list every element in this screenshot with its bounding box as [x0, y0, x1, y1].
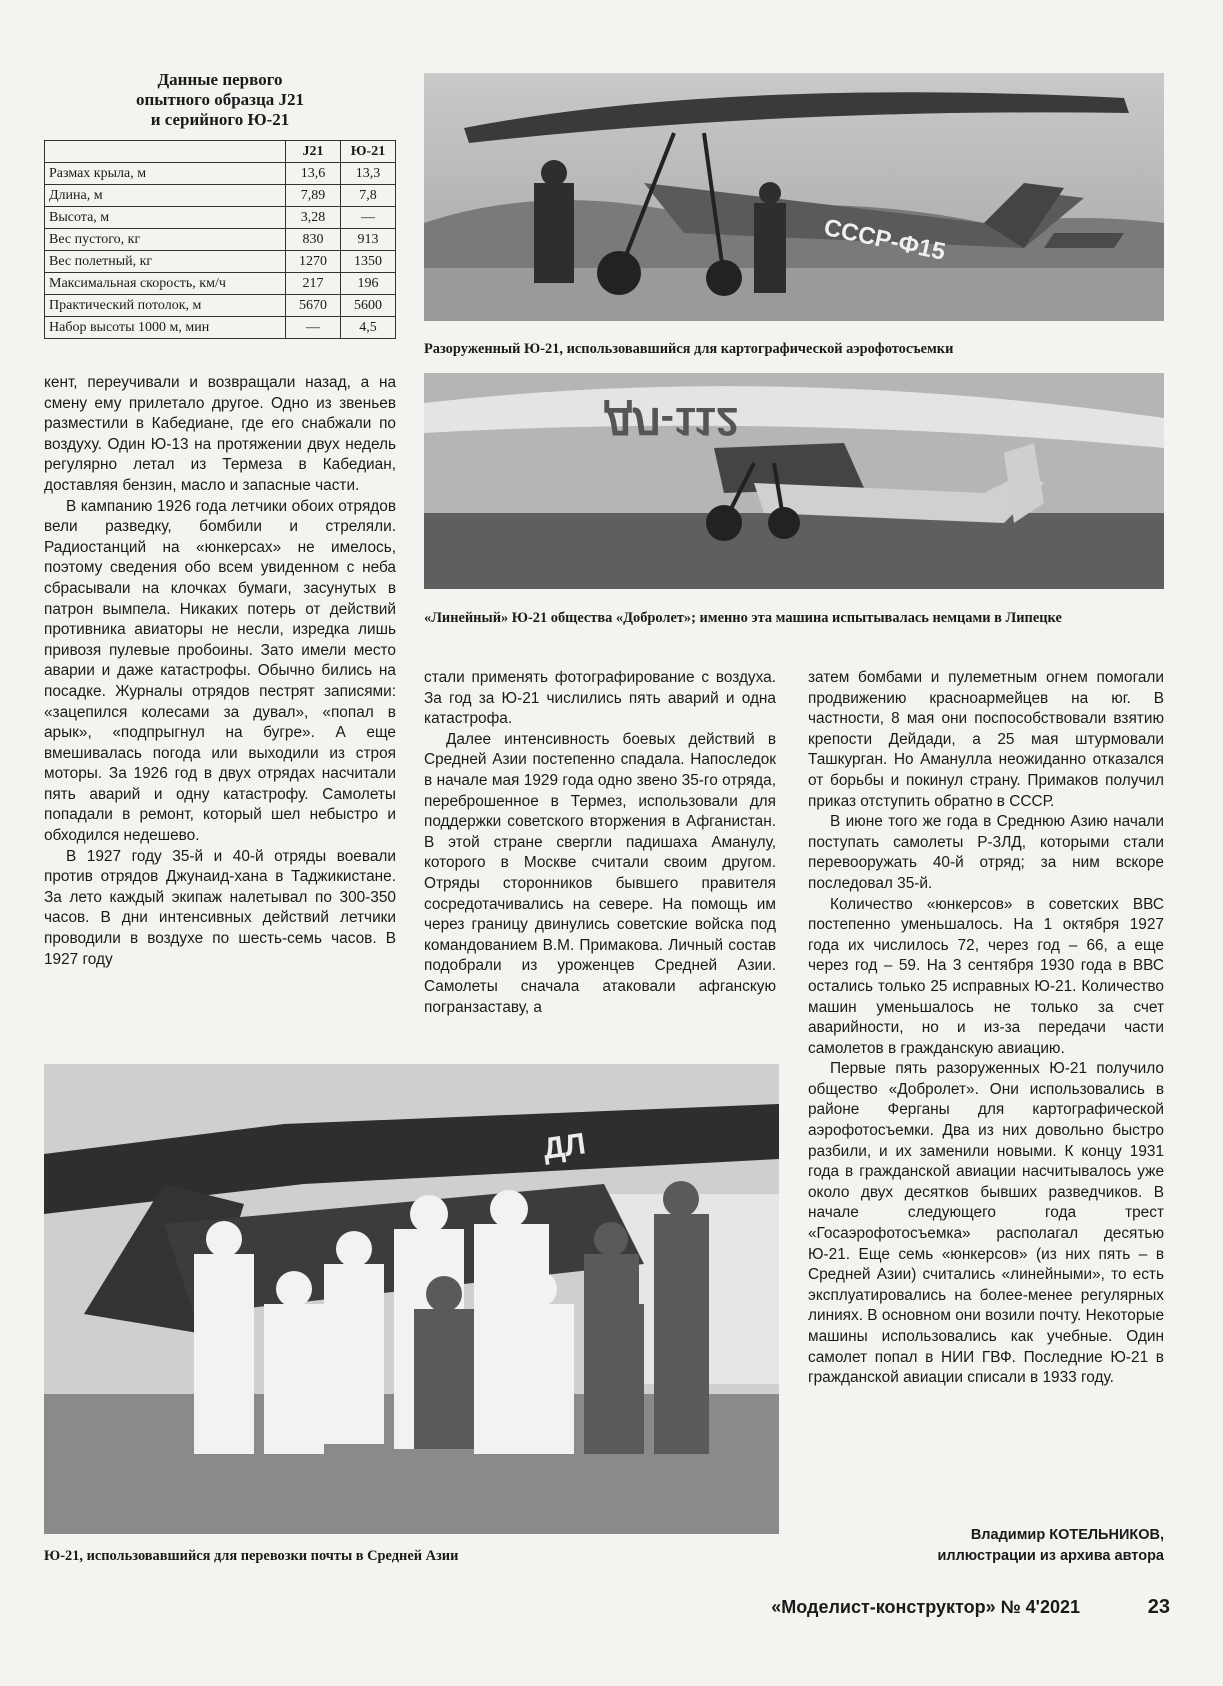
specs-table [44, 140, 396, 339]
column-1-text: кент, переучивали и возвращали назад, а на смену ему прилетало другое. Одно из звеньев разместили в Кабедиане, где его снабжали по воздуху. Один Ю-13 на протяжении двух недель регулярно летал из Термеза в Кабедиан, доставляя бензин, масло и запасные части. В кампанию 1926 года летчики обоих отрядов вели разведку, бомбили и стреляли. Радиостанций на «юнкерсах» не имелось, поэтому сведения обо всем увиденном с неба сбрасывали на клочках бумаги, засунутых в патрон вымпела. Никаких потерь от действий противника авиаторы не несли, изредка лишь привозя пулевые пробоины. Зато имели место аварии и даже катастрофы. Обычно бились на посадке. Журналы отрядов пестрят записями: «зацепился колесами за дувал», «попал в арык», «подпрыгнул на бугре». А еще вмешивалась погода или выходили из строя моторы. За 1926 год в двух отрядах насчитали пять аварий и одну катастрофу. Самолеты попадали в ремонт, который шел небыстро и обходился недешево. В 1927 году 35-й и 40-й отряды воевали против отрядов Джунаид-хана в Таджикистане. За лето каждый экипаж налетывал по 300-350 часов. В дни интенсивных действий летчики проводили в воздухе по шесть-семь часов. В 1927 году [44, 374, 396, 968]
aircraft-registration-top: СССР-Ф15 [821, 213, 948, 266]
photo-middle-illustration [424, 373, 1164, 589]
table-row: Практический потолок, м 5670 5600 [45, 295, 396, 317]
table-title: Данные первого опытного образца J21 и серийного Ю-21 [135, 70, 305, 129]
photo-top-aircraft [424, 73, 1164, 321]
photo-middle-caption: «Линейный» Ю-21 общества «Добролет»; именно эта машина испытывалась немцами в Липецке [424, 610, 1062, 626]
column-2-text: стали применять фотографирование с воздуха. За год за Ю-21 числились пять аварий и одна катастрофа. Далее интенсивность боевых действий в Средней Азии постепенно спадала. Напоследок в начале мая 1929 года одно звено 35-го отряда, переброшенное в Термез, использовали для поддержки советского вторжения в Афганистан. В этой стране свергли падишаха Аманулу, которого в Москве считали своим другом. Отряды сторонников бывшего правителя сосредотачивались на севере. На помощь им через границу двинулись советские войска под командованием В.М. Примакова. Личный состав подобрали из уроженцев Средней Азии. Самолеты сначала атаковали афганскую погранзаставу, а [424, 669, 776, 1016]
page-number: 23 [1147, 1596, 1170, 1618]
table-row: Размах крыла, м 13,6 13,3 [45, 163, 396, 185]
table-row: Вес полетный, кг 1270 1350 [45, 251, 396, 273]
table-row: Максимальная скорость, км/ч 217 196 [45, 273, 396, 295]
table-header-row: J21 Ю-21 [45, 141, 396, 163]
photo-bottom-caption: Ю-21, использовавшийся для перевозки почты в Средней Азии [44, 1548, 459, 1564]
table-row: Вес пустого, кг 830 913 [45, 229, 396, 251]
magazine-issue: «Моделист-конструктор» № 4'2021 [771, 1597, 1080, 1617]
table-row: Высота, м 3,28 — [45, 207, 396, 229]
author-credit: Владимир КОТЕЛЬНИКОВ, иллюстрации из архива автора [937, 1527, 1164, 1564]
photo-top-illustration [424, 73, 1164, 321]
photo-bottom-crew [44, 1064, 779, 1534]
photo-middle-aircraft [424, 373, 1164, 589]
aircraft-registration-middle: ДЛ-112 [604, 399, 739, 443]
photo-bottom-illustration [44, 1064, 779, 1534]
table-row: Набор высоты 1000 м, мин — 4,5 [45, 317, 396, 339]
photo-top-caption: Разоруженный Ю-21, использовавшийся для картографической аэрофотосъемки [424, 341, 954, 357]
column-3-text: затем бомбами и пулеметным огнем помогали продвижению красноармейцев на юг. В частности, 8 мая они поспособствовали взятию крепости Дейдади, а 25 мая штурмовали Ташкурган. Но Амануллa неожиданно отказался от борьбы и покинул страну. Примаков получил приказ отступить обратно в СССР. В июне того же года в Среднюю Азию начали поступать самолеты Р-3ЛД, которыми стали перевооружать 40-й отряд; за ним вскоре последовал 35-й. Количество «юнкерсов» в советских ВВС постепенно уменьшалось. На 1 октября 1927 года их числилось 72, через год – 66, а еще через год – 59. На 3 сентября 1930 года в ВВС остались только 25 исправных Ю-21. Количество машин уменьшалось не только за счет аварийности, но и из-за передачи части самолетов в гражданскую авиацию. Первые пять разоруженных Ю-21 получило общество «Добролет». Они использовались в районе Ферганы для картографической аэрофотосъемки. Два из них довольно быстро разбили, и их заменили новыми. К концу 1931 года в гражданской авиации насчитывалось уже около двух десятков бывших разведчиков. В начале следующего года трест «Госаэрофотосъемка» располагал десятью Ю-21. Еще семь «юнкерсов» (из них пять – в Средней Азии) считались «линейными», то есть эксплуатировались на более-менее регулярных линиях. В основном они возили почту. Некоторые машины использовались как учебные. Один самолет попал в НИИ ГВФ. Последние Ю-21 в гражданской авиации списали в 1933 году. [808, 669, 1164, 1387]
aircraft-registration-bottom: ДЛ [541, 1127, 588, 1166]
table-row: Длина, м 7,89 7,8 [45, 185, 396, 207]
